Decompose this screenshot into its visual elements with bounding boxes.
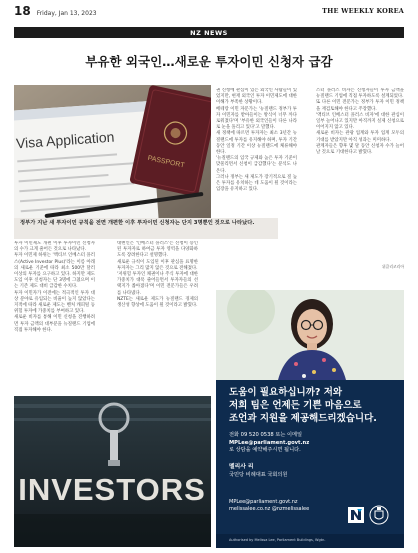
ad-headline-line: 저희 팀은 언제든 기쁜 마음으로 (229, 400, 362, 411)
paragraph: 투자 이민제 하위는 '액티브 인베스터 플러스(Active Investor Plus)'라는 이름 아래 의 새로운 기준에 따라 최소 500만 달러 이상의 투자를 요구하고 있다. 하지만 제도 도입 이후 신청자는 단 3명에 그쳤으며 이는 기존 제도 대비 급감한 수치다. (14, 253, 95, 290)
paragraph: 권 신청에 관심이 있는 외국인 사람들이 있었지만, 현재 외국인 투자 이민제도에 대한 이해가 부족한 상황이다. (216, 88, 297, 106)
paragraph: '액티브 인베스터 플러스 비자'에 대한 관심이 일부 늘어나고 있지만 아직까지 실제 신청으로 이어지지 않고 있다. (316, 112, 404, 131)
mp-name-block (229, 464, 287, 479)
authorised-statement: Authorised by Melissa Lee, Parliament Buildings, Wgtn. (229, 538, 326, 542)
article-column-3 (216, 88, 297, 268)
parliament-crest-icon (369, 504, 389, 526)
ad-contact-info (229, 432, 309, 455)
paragraph: 새로운 비자는 관광 업계와 투자 업계 모두의 기대를 받았지만 아직 성과는 미미하다. (316, 131, 404, 143)
paragraph: 새 정책에 따르면 투자자는 최소 3년간 뉴질랜드에 투자를 유지해야 하며, 투자 기간 동안 일정 기간 이상 뉴질랜드에 체류해야 한다. (216, 131, 297, 156)
investors-illustration (14, 396, 211, 547)
national-party-logo (348, 507, 364, 523)
paragraph: 스터 플러스 비자는 신청자들이 투자 금액을 뉴질랜드 기업에 직접 투자하도록 설계되었다. (316, 88, 404, 100)
paragraph: 투자 이민제도 개편 이후 투자이민 신청자의 수가 크게 줄어든 것으로 나타났다. (14, 241, 95, 253)
publication-date: Friday, Jan 13, 2023 (36, 10, 97, 17)
paper-name: THE WEEKLY KOREA (322, 7, 404, 15)
ad-headline (229, 386, 399, 425)
article-byline: 위클리코리아 (381, 264, 404, 269)
mp-contact-block (229, 499, 309, 513)
ad-email-link[interactable]: MPLee@parliament.govt.nz (229, 439, 310, 446)
paragraph: 투자 이민자가 이전에는 적극적인 투자 대상 분야로 유입되는 비율이 높지 않았다는 지적에 따라 새로운 제도는 벤처 캐피털 등 위험 투자에 가중치를 부여하고 있다. (14, 290, 95, 315)
paragraph: 대변인은 '인베스터 플러스'는 신청이 승인된 투자자로 하여금 투자 영역을 다양화하도록 장려한다고 설명했다. (117, 241, 198, 259)
photo-caption: 정부가 지난 새 투자이민 규칙을 전면 개편한 이후 투자이민 신청자는 단지 3명뿐인 것으로 나타났다. (14, 218, 278, 239)
investors-photo (14, 396, 211, 547)
page-header (14, 4, 404, 18)
visa-application-photo (14, 85, 211, 218)
mp-advertisement (216, 290, 404, 548)
section-bar (14, 27, 404, 38)
paragraph: 그러나 정부는 새 제도가 장기적으로 질 높은 투자를 유치하는 데 도움이 될 것이라는 입장을 유지하고 있다. (216, 174, 297, 193)
paragraph: 또 다른 이민 전문가는 정부가 투자 이민 정책을 재검토해야 한다고 주장했다. (316, 100, 404, 112)
mp-portrait (216, 290, 404, 380)
mp-email-link[interactable]: MPLee@parliament.govt.nz (229, 499, 298, 505)
article-column-1 (14, 241, 95, 399)
ad-phone-line: 전화 09 520 0538 또는 이메일 (229, 432, 303, 438)
ad-footer (216, 534, 404, 548)
article-column-4 (316, 88, 404, 266)
ad-headline-line: 조언과 지원을 제공해드리겠습니다. (229, 413, 377, 424)
paragraph: NZTE는 새로운 제도가 뉴질랜드 경제의 생산성 향상에 도움이 될 것이라고 밝혔다. (117, 296, 198, 309)
investors-text: INVESTORS (18, 472, 206, 507)
ad-headline-line: 도움이 필요하십니까? 저와 (229, 387, 343, 398)
header-left (14, 4, 97, 18)
ad-appointment-text: 로 상담을 예약해주시면 됩니다. (229, 447, 301, 453)
article-headline: 부유한 외국인…새로운 투자이민 신청자 급감 (85, 54, 333, 69)
ad-body (216, 380, 404, 548)
mp-title: 국민당 비례대표 국회의원 (229, 471, 288, 478)
paragraph: 새로운 규칙이 도입된 이후 관심을 표명한 투자자는 그리 많지 않은 것으로 전해졌다. (117, 259, 198, 271)
paragraph: 새로운 비자를 통해 이민 신청을 진행하려면 투자 금액의 대부분을 뉴질랜드 기업에 직접 투자해야 한다. (14, 315, 95, 333)
paragraph: '뉴질랜드의 입국 규제와 높은 투자 기준이 맞물리면서 신청이 급감했다'는 분석도 나온다. (216, 156, 297, 174)
visa-text: Visa Application (15, 128, 115, 152)
passport-text: PASSPORT (146, 154, 186, 170)
page-number: 18 (14, 4, 31, 18)
visa-passport-illustration (14, 85, 211, 218)
paragraph: 베테랑 이민 자문가는 '뉴질랜드 정부가 투자 이민자를 받아들이는 방식이 너무 까다로워졌다'며 '부유한 외국인들이 다른 나라로 눈을 돌리고 있다'고 말했다. (216, 106, 297, 131)
section-label: NZ NEWS (190, 28, 228, 37)
paragraph: 관계자들은 향후 몇 달 동안 신청자 수가 늘어날 것으로 기대한다고 밝혔다. (316, 143, 404, 156)
paragraph: '저위험 투자인 채권이나 주식 투자에 대한 가중치가 대폭 줄어들면서 투자자들의 선택지가 좁아졌다'며 이민 전문가들은 우려를 나타냈다. (117, 272, 198, 296)
mp-name: 멜리사 리 (229, 464, 254, 470)
mp-social-link[interactable]: melissalee.co.nz @nzmelissalee (229, 506, 310, 513)
article-column-2 (117, 241, 198, 399)
